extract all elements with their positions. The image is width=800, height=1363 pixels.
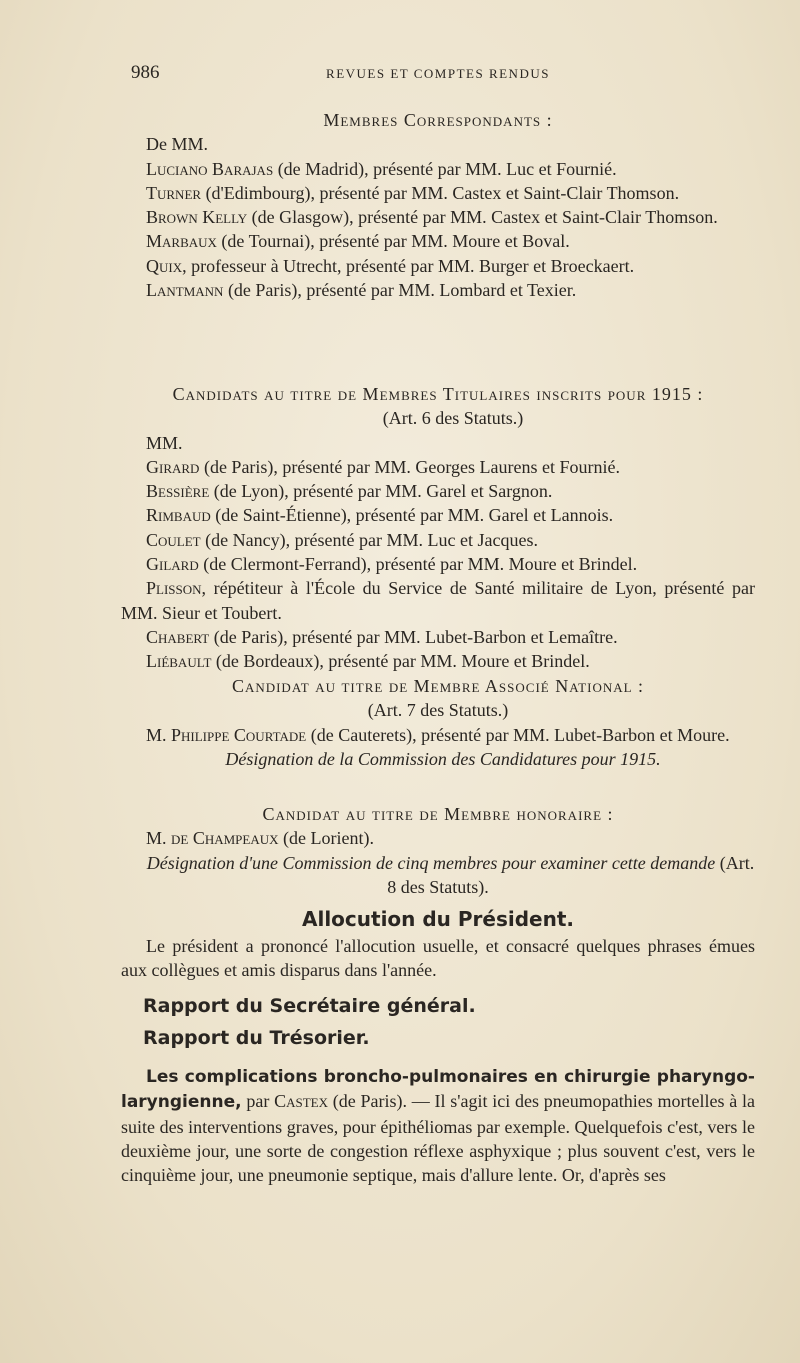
section-title-titulaires: Candidats au titre de Membres Titulaires inscrits pour 1915 : bbox=[172, 384, 704, 404]
honoraire-designation-rest: (Art. 8 des Statuts). bbox=[387, 852, 755, 897]
member-details: (de Bordeaux), présenté par MM. Moure et Brindel. bbox=[211, 651, 590, 672]
member-name: Quix bbox=[146, 255, 183, 276]
titulaires-list bbox=[121, 455, 755, 674]
member-name: Luciano Barajas bbox=[146, 158, 274, 179]
member-details: (de Madrid), présenté par MM. Luc et Fournié. bbox=[273, 158, 617, 179]
associe-name: Philippe Courtade bbox=[171, 724, 307, 745]
list-item bbox=[121, 157, 755, 181]
article-by: par bbox=[241, 1091, 275, 1112]
titulaires-section bbox=[121, 382, 755, 674]
list-item bbox=[121, 254, 755, 278]
member-name: Coulet bbox=[146, 529, 201, 550]
section-title-honoraire: Candidat au titre de Membre honoraire : bbox=[262, 804, 614, 824]
member-details: (de Lyon), présenté par MM. Garel et Sargnon. bbox=[209, 481, 553, 502]
member-name: Turner bbox=[146, 182, 202, 203]
list-item bbox=[121, 278, 755, 302]
section-title-correspondants: Membres Correspondants : bbox=[323, 110, 553, 130]
running-head: REVUES ET COMPTES RENDUS bbox=[326, 66, 550, 81]
article-author: Castex bbox=[274, 1091, 329, 1112]
honoraire-designation bbox=[121, 851, 755, 900]
member-name: Girard bbox=[146, 456, 200, 477]
article-paragraph bbox=[121, 1064, 755, 1187]
member-details: , répétiteur à l'École du Service de Santé militaire de Lyon, présenté par MM. Sieur et Toubert. bbox=[121, 578, 755, 623]
list-item bbox=[121, 649, 755, 673]
member-name: Bessière bbox=[146, 481, 210, 502]
list-item bbox=[121, 625, 755, 649]
article-title: Les complications broncho-pulmonaires en chirurgie pharyngo-laryngienne, bbox=[121, 1067, 755, 1113]
member-details: (d'Edimbourg), présenté par MM. Castex et Saint-Clair Thomson. bbox=[201, 182, 680, 203]
associe-section bbox=[121, 674, 755, 771]
honoraire-prefix: M. bbox=[146, 828, 172, 849]
list-item bbox=[121, 229, 755, 253]
associe-entry bbox=[121, 723, 755, 747]
member-name: Marbaux bbox=[146, 231, 217, 252]
member-details: (de Glasgow), présenté par MM. Castex et Saint-Clair Thomson. bbox=[247, 207, 718, 228]
correspondants-intro: De MM. bbox=[146, 134, 208, 155]
honoraire-designation-italic: Désignation d'une Commission de cinq membres pour examiner cette demande bbox=[146, 852, 716, 873]
member-details: , professeur à Utrecht, présenté par MM. Burger et Broeckaert. bbox=[182, 255, 635, 276]
honoraire-name: de Champeaux bbox=[171, 828, 279, 849]
rapport-secretaire-title: Rapport du Secrétaire général. bbox=[143, 995, 476, 1017]
associe-text: (de Cauterets), présenté par MM. Lubet-Barbon et Moure. bbox=[306, 724, 730, 745]
list-item bbox=[121, 552, 755, 576]
member-name: Chabert bbox=[146, 626, 210, 647]
member-name: Plisson bbox=[146, 578, 202, 599]
member-details: (de Paris), présenté par MM. Lombard et Texier. bbox=[223, 280, 577, 301]
rapports-section bbox=[121, 990, 755, 1054]
list-item bbox=[121, 455, 755, 479]
member-name: Rimbaud bbox=[146, 505, 211, 526]
honoraire-entry bbox=[121, 826, 755, 850]
list-item bbox=[121, 503, 755, 527]
member-details: (de Clermont-Ferrand), présenté par MM. Moure et Brindel. bbox=[198, 554, 638, 575]
associe-prefix: M. bbox=[146, 724, 172, 745]
associe-designation: Désignation de la Commission des Candidatures pour 1915. bbox=[225, 748, 661, 769]
list-item bbox=[121, 528, 755, 552]
article-section bbox=[121, 1064, 755, 1187]
list-item bbox=[121, 576, 755, 625]
article-body: (de Paris). — Il s'agit ici des pneumopathies mortelles à la suite des interventions graves, pour épithéliomas par exemple. Quelquefois c'est, vers le deuxième jour, une sorte de congestion réflexe asphyxique ; plus souvent c'est, vers le cinquième jour, une pneumonie septique, mais d'allure lente. Or, d'après ses bbox=[121, 1091, 756, 1186]
member-details: (de Tournai), présenté par MM. Moure et Boval. bbox=[216, 231, 570, 252]
member-name: Brown Kelly bbox=[146, 207, 248, 228]
correspondants-section bbox=[121, 108, 755, 302]
honoraire-section bbox=[121, 802, 755, 899]
list-item bbox=[121, 479, 755, 503]
member-name: Gilard bbox=[146, 554, 199, 575]
associe-subtitle: (Art. 7 des Statuts.) bbox=[367, 700, 509, 721]
correspondants-list bbox=[121, 157, 755, 303]
member-details: (de Saint-Étienne), présenté par MM. Garel et Lannois. bbox=[210, 505, 614, 526]
member-name: Lantmann bbox=[146, 280, 224, 301]
member-details: (de Nancy), présenté par MM. Luc et Jacques. bbox=[200, 529, 538, 550]
section-title-associe: Candidat au titre de Membre Associé National : bbox=[231, 676, 645, 696]
allocution-section bbox=[121, 904, 755, 983]
page-number: 986 bbox=[131, 62, 160, 83]
allocution-text: Le président a prononcé l'allocution usuelle, et consacré quelques phrases émues aux collègues et amis disparus dans l'année. bbox=[121, 936, 755, 981]
page-header bbox=[121, 62, 755, 90]
member-details: (de Paris), présenté par MM. Georges Laurens et Fournié. bbox=[199, 456, 621, 477]
honoraire-text: (de Lorient). bbox=[278, 828, 374, 849]
list-item bbox=[121, 181, 755, 205]
rapport-tresorier-title: Rapport du Trésorier. bbox=[143, 1027, 370, 1049]
titulaires-subtitle: (Art. 6 des Statuts.) bbox=[382, 408, 524, 429]
allocution-title: Allocution du Président. bbox=[301, 907, 575, 931]
list-item bbox=[121, 205, 755, 229]
titulaires-intro: MM. bbox=[146, 432, 183, 453]
member-details: (de Paris), présenté par MM. Lubet-Barbon et Lemaître. bbox=[209, 626, 618, 647]
member-name: Liébault bbox=[146, 651, 212, 672]
